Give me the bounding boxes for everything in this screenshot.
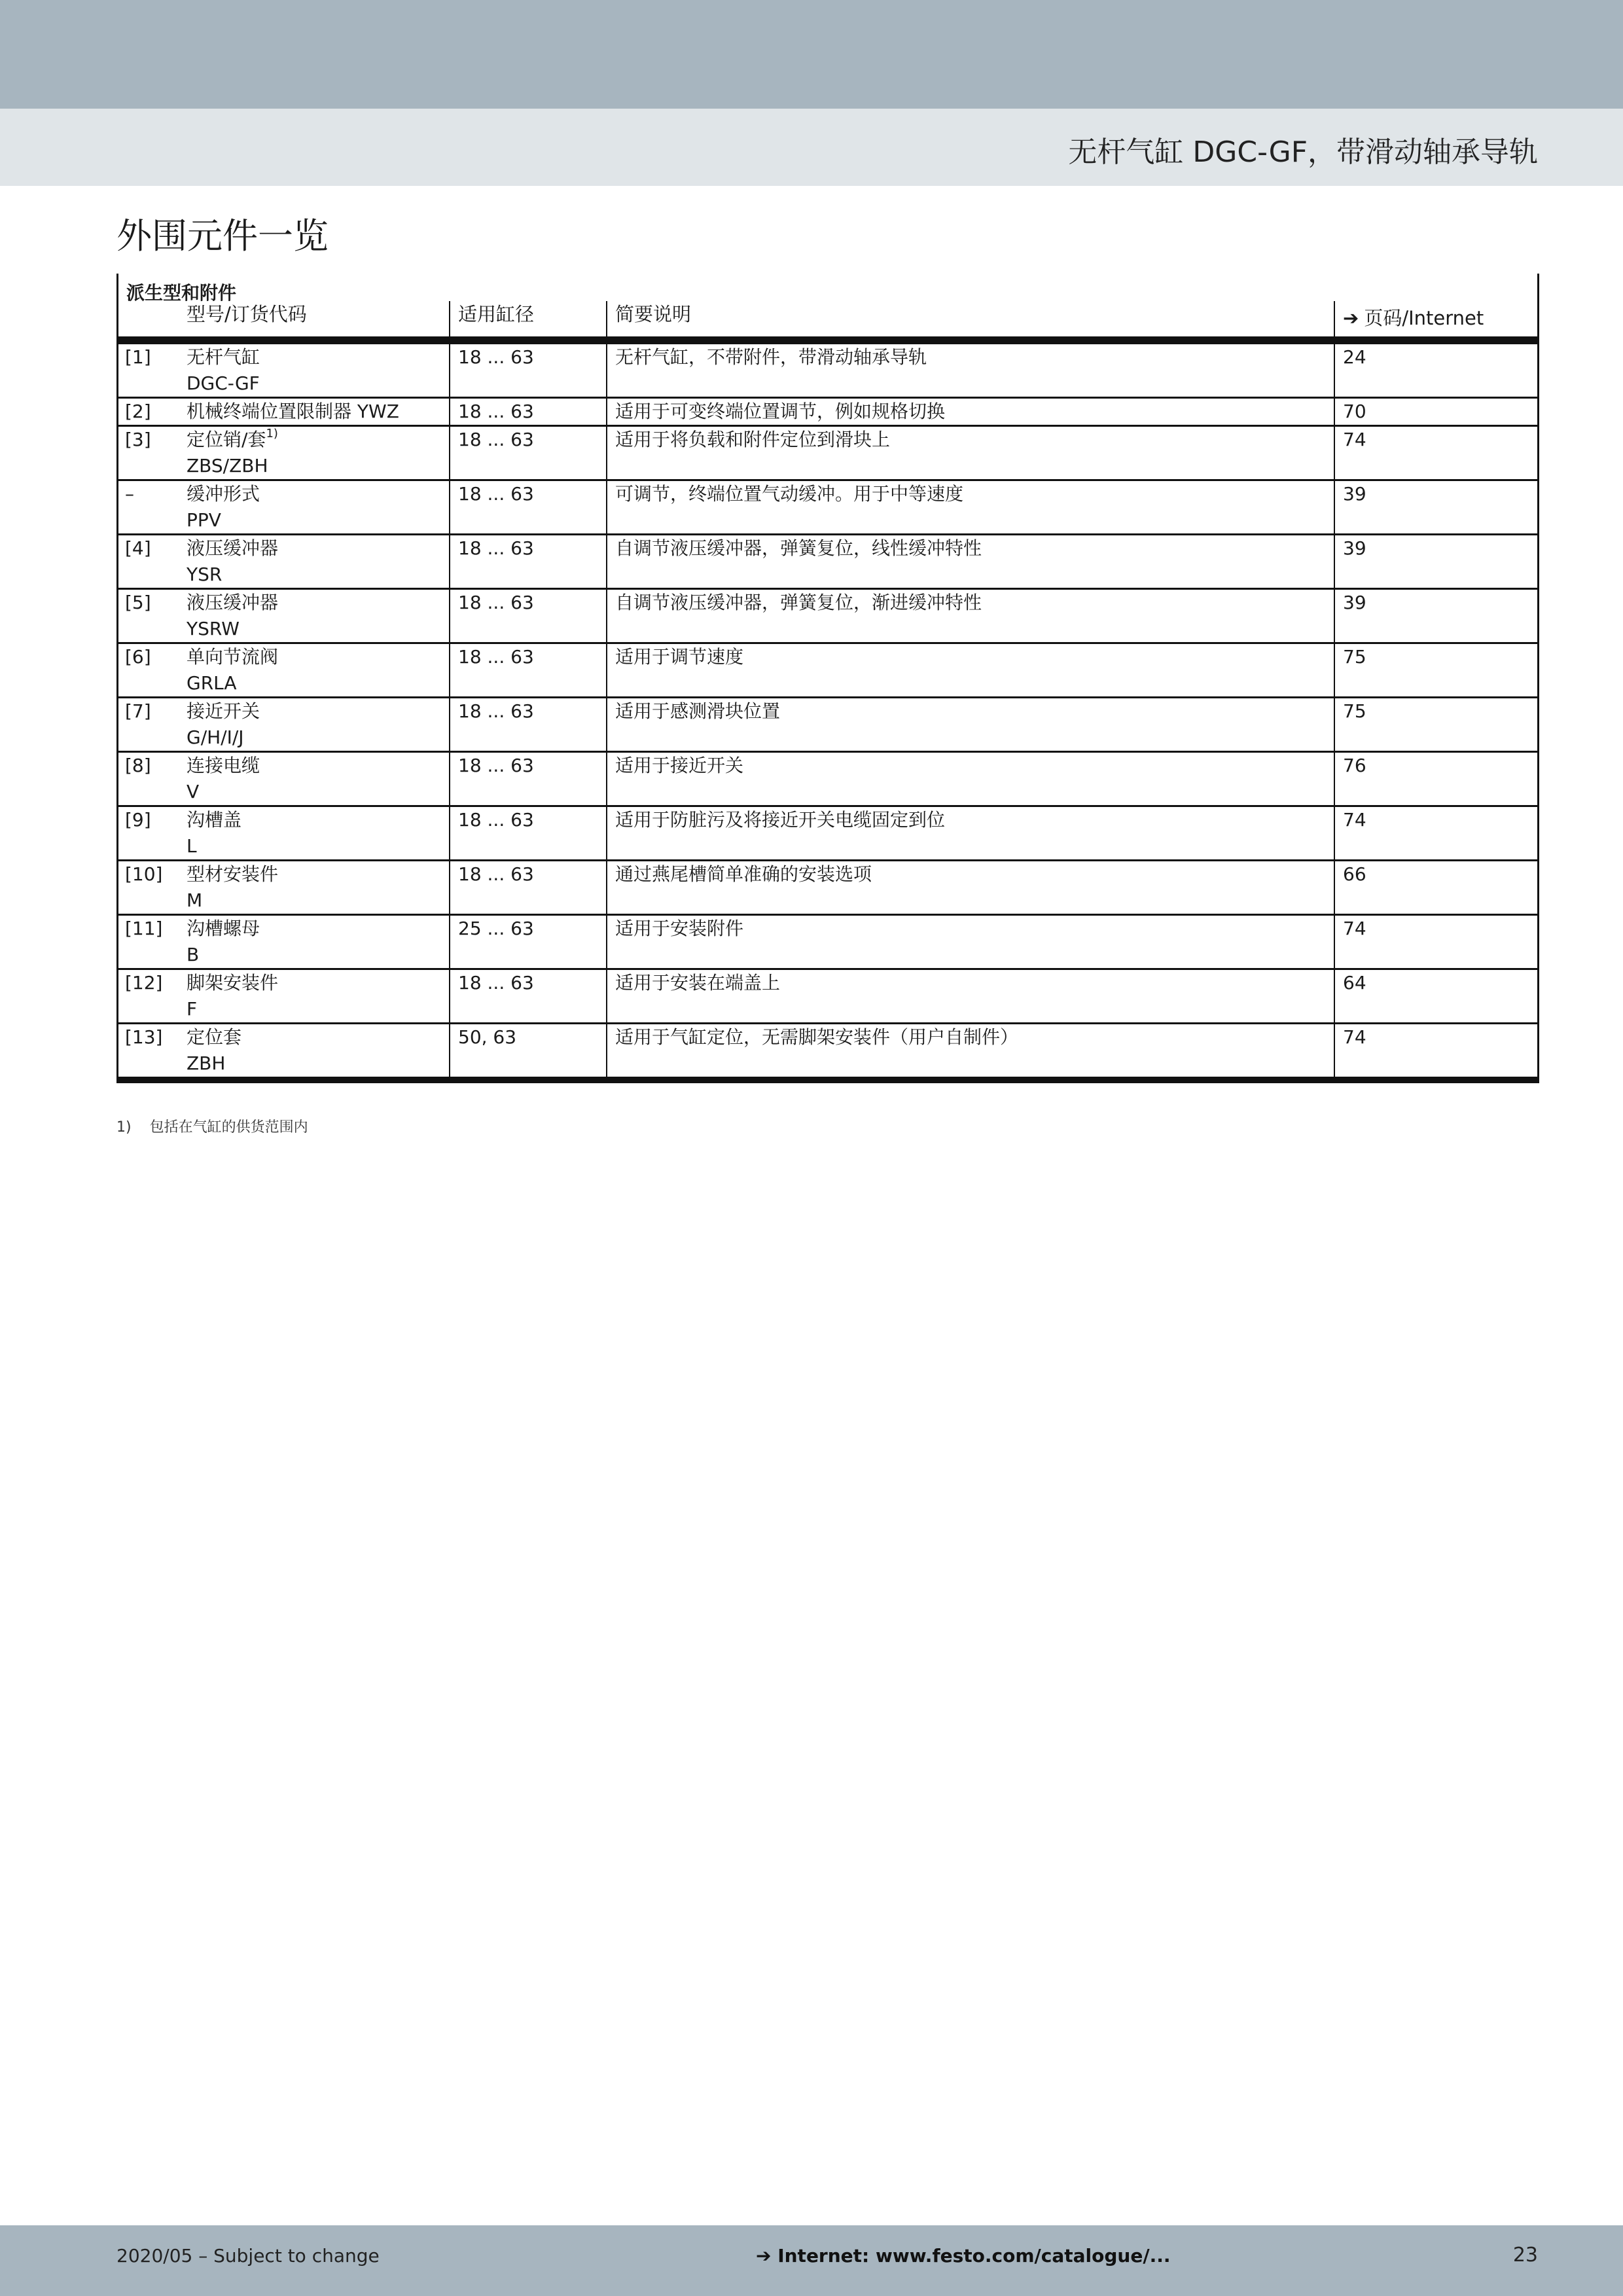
item-size: 18 ... 63: [450, 426, 607, 480]
item-size: 18 ... 63: [450, 752, 607, 806]
item-description: 适用于接近开关: [607, 752, 1334, 806]
item-name: 型材安装件: [187, 863, 279, 885]
header-num: [118, 301, 179, 340]
item-description: 可调节，终端位置气动缓冲。用于中等速度: [607, 480, 1334, 535]
item-name: 沟槽盖: [187, 809, 242, 831]
item-page[interactable]: 74: [1334, 1024, 1537, 1081]
item-description: 自调节液压缓冲器，弹簧复位，线性缓冲特性: [607, 535, 1334, 589]
item-name: 接近开关: [187, 700, 260, 722]
item-size: 18 ... 63: [450, 861, 607, 915]
item-page[interactable]: 75: [1334, 698, 1537, 752]
item-type-cell: [179, 535, 450, 589]
item-size: 18 ... 63: [450, 535, 607, 589]
item-size: 18 ... 63: [450, 340, 607, 398]
item-number: [3]: [118, 426, 179, 480]
item-page[interactable]: 24: [1334, 340, 1537, 398]
item-description: 自调节液压缓冲器，弹簧复位，渐进缓冲特性: [607, 589, 1334, 643]
item-type-cell: [179, 426, 450, 480]
item-type-cell: [179, 698, 450, 752]
item-description: 适用于气缸定位，无需脚架安装件（用户自制件）: [607, 1024, 1334, 1081]
table-row: [118, 806, 1537, 861]
item-description: 无杆气缸，不带附件，带滑动轴承导轨: [607, 340, 1334, 398]
item-type-cell: [179, 1024, 450, 1081]
item-description: 适用于调节速度: [607, 643, 1334, 698]
item-number: [4]: [118, 535, 179, 589]
header-page: [1334, 301, 1537, 340]
table-row: [118, 1024, 1537, 1081]
item-size: 18 ... 63: [450, 398, 607, 426]
item-type-cell: [179, 915, 450, 969]
item-number: [13]: [118, 1024, 179, 1081]
order-code: V: [187, 781, 200, 802]
arrow-right-icon: ➔: [1343, 307, 1359, 329]
header-size: 适用缸径: [450, 301, 607, 340]
order-code: PPV: [187, 509, 221, 531]
item-number: –: [118, 480, 179, 535]
footer-internet-link[interactable]: ➔ Internet: www.festo.com/catalogue/...: [756, 2245, 1171, 2267]
item-number: [2]: [118, 398, 179, 426]
item-number: [12]: [118, 969, 179, 1024]
item-number: [9]: [118, 806, 179, 861]
item-name: 机械终端位置限制器 YWZ: [187, 401, 399, 422]
item-name: 无杆气缸: [187, 346, 260, 368]
table-row: [118, 426, 1537, 480]
item-type-cell: [179, 398, 450, 426]
item-page[interactable]: 74: [1334, 915, 1537, 969]
item-name: 液压缓冲器: [187, 592, 279, 613]
item-type-cell: [179, 589, 450, 643]
item-description: 适用于感测滑块位置: [607, 698, 1334, 752]
item-name: 连接电缆: [187, 755, 260, 776]
table-row: [118, 698, 1537, 752]
table-row: [118, 589, 1537, 643]
item-description: 适用于可变终端位置调节，例如规格切换: [607, 398, 1334, 426]
item-size: 18 ... 63: [450, 643, 607, 698]
item-number: [5]: [118, 589, 179, 643]
item-type-cell: [179, 752, 450, 806]
page-number: 23: [1512, 2244, 1538, 2267]
item-page[interactable]: 74: [1334, 806, 1537, 861]
item-name: 定位销/套: [187, 429, 266, 450]
item-description: 通过燕尾槽简单准确的安装选项: [607, 861, 1334, 915]
item-page[interactable]: 74: [1334, 426, 1537, 480]
table-row: [118, 480, 1537, 535]
header-type: 型号/订货代码: [179, 301, 450, 340]
item-type-cell: [179, 861, 450, 915]
item-page[interactable]: 76: [1334, 752, 1537, 806]
item-page[interactable]: 39: [1334, 535, 1537, 589]
item-page[interactable]: 39: [1334, 480, 1537, 535]
item-page[interactable]: 66: [1334, 861, 1537, 915]
header-desc: 简要说明: [607, 301, 1334, 340]
order-code: B: [187, 944, 200, 965]
footnote-text: 包括在气缸的供货范围内: [149, 1119, 308, 1136]
item-size: 50, 63: [450, 1024, 607, 1081]
order-code: DGC-GF: [187, 372, 260, 394]
item-size: 18 ... 63: [450, 806, 607, 861]
item-description: 适用于将负载和附件定位到滑块上: [607, 426, 1334, 480]
item-size: 18 ... 63: [450, 480, 607, 535]
item-type-cell: [179, 340, 450, 398]
footer-date: 2020/05 – Subject to change: [116, 2245, 380, 2267]
item-page[interactable]: 75: [1334, 643, 1537, 698]
order-code: M: [187, 889, 203, 911]
item-name: 单向节流阀: [187, 646, 279, 668]
item-number: [7]: [118, 698, 179, 752]
item-name: 缓冲形式: [187, 483, 260, 505]
table-row: [118, 861, 1537, 915]
item-number: [11]: [118, 915, 179, 969]
header-title: 无杆气缸 DGC-GF，带滑动轴承导轨: [1068, 135, 1538, 169]
item-page[interactable]: 39: [1334, 589, 1537, 643]
item-name: 液压缓冲器: [187, 537, 279, 559]
table-header-row: [118, 301, 1537, 340]
order-code: ZBH: [187, 1052, 226, 1074]
footnote-mark: 1): [116, 1119, 132, 1136]
table-row: [118, 398, 1537, 426]
item-size: 18 ... 63: [450, 589, 607, 643]
footnote: [116, 1116, 308, 1136]
table-row: [118, 535, 1537, 589]
item-size: 25 ... 63: [450, 915, 607, 969]
item-description: 适用于防脏污及将接近开关电缆固定到位: [607, 806, 1334, 861]
item-description: 适用于安装附件: [607, 915, 1334, 969]
header-band: [0, 0, 1623, 109]
item-number: [10]: [118, 861, 179, 915]
table-row: [118, 752, 1537, 806]
item-page[interactable]: 70: [1334, 398, 1537, 426]
order-code: GRLA: [187, 672, 237, 694]
table: [118, 301, 1537, 1083]
item-number: [8]: [118, 752, 179, 806]
order-code: F: [187, 998, 198, 1020]
item-type-cell: [179, 480, 450, 535]
header-page-label: 页码/Internet: [1364, 307, 1484, 329]
order-code: L: [187, 835, 197, 857]
item-name: 定位套: [187, 1026, 242, 1048]
section-title: 派生型和附件: [126, 282, 237, 304]
item-number: [6]: [118, 643, 179, 698]
footnote-ref: 1): [266, 427, 278, 440]
item-page[interactable]: 64: [1334, 969, 1537, 1024]
item-number: [1]: [118, 340, 179, 398]
table-row: [118, 969, 1537, 1024]
item-name: 沟槽螺母: [187, 918, 260, 939]
order-code: G/H/I/J: [187, 726, 244, 748]
item-size: 18 ... 63: [450, 969, 607, 1024]
item-type-cell: [179, 643, 450, 698]
item-type-cell: [179, 969, 450, 1024]
order-code: YSRW: [187, 618, 240, 639]
item-size: 18 ... 63: [450, 698, 607, 752]
table-row: [118, 643, 1537, 698]
item-name: 脚架安装件: [187, 972, 279, 994]
table-row: [118, 340, 1537, 398]
table-row: [118, 915, 1537, 969]
item-type-cell: [179, 806, 450, 861]
accessories-table: [116, 274, 1539, 1083]
item-description: 适用于安装在端盖上: [607, 969, 1334, 1024]
order-code: ZBS/ZBH: [187, 455, 268, 476]
order-code: YSR: [187, 564, 223, 585]
page-title: 外围元件一览: [116, 215, 329, 257]
